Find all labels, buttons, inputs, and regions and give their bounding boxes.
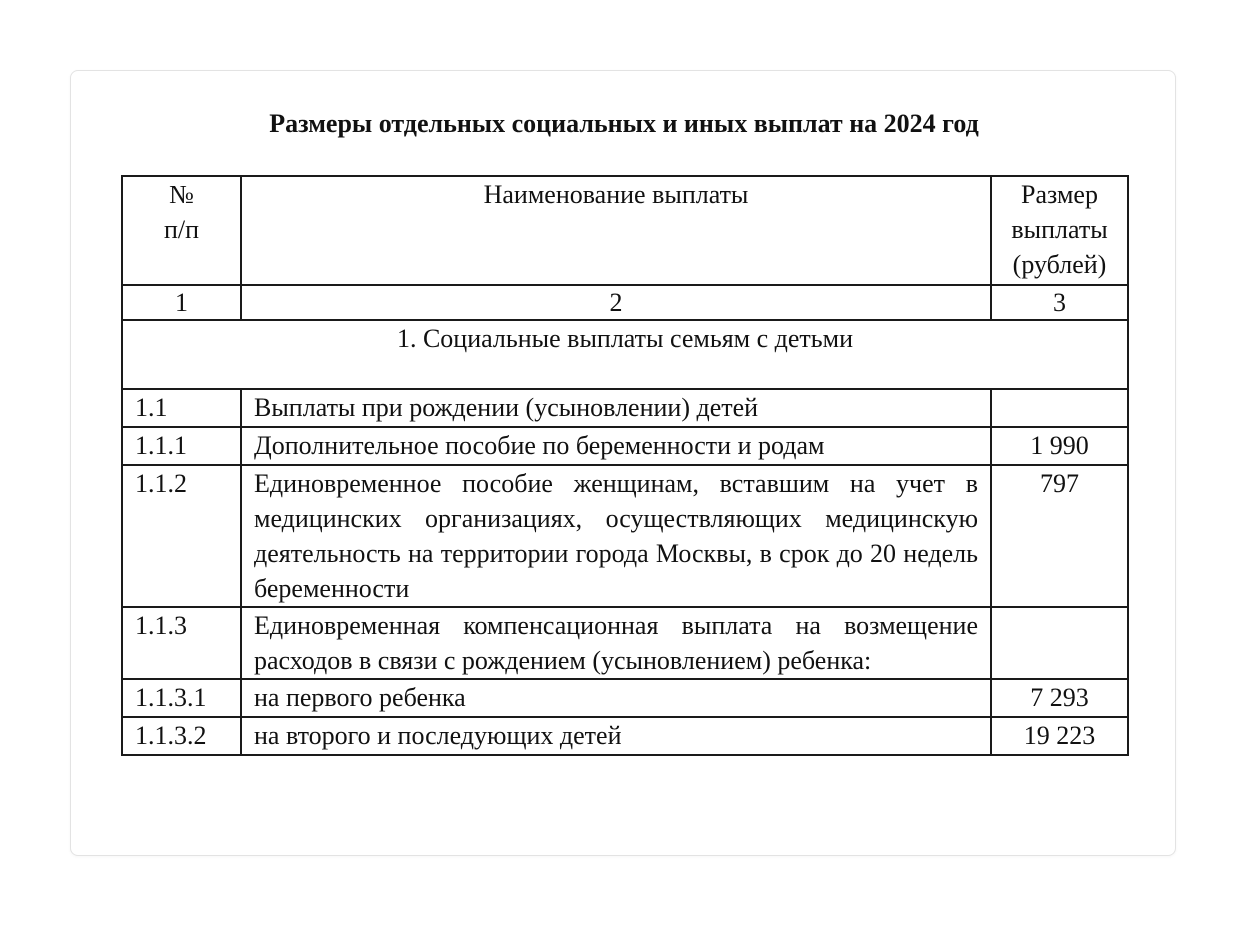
header-row — [122, 176, 1128, 285]
table-row — [122, 427, 1128, 465]
row-value: 19 223 — [991, 717, 1128, 755]
table-row — [122, 607, 1128, 679]
payments-table — [121, 175, 1129, 756]
row-number: 1.1.1 — [122, 427, 241, 465]
header-value-line3: (рублей) — [1012, 250, 1107, 279]
row-name: Выплаты при рождении (усыновлении) детей — [241, 389, 991, 427]
column-index-3: 3 — [991, 285, 1128, 320]
row-value — [991, 389, 1128, 427]
row-number: 1.1.2 — [122, 465, 241, 607]
section-title: 1. Социальные выплаты семьям с детьми — [122, 320, 1128, 389]
row-name: Дополнительное пособие по беременности и родам — [241, 427, 991, 465]
document-title: Размеры отдельных социальных и иных выплат на 2024 год — [269, 109, 979, 138]
row-number: 1.1.3.2 — [122, 717, 241, 755]
table-row — [122, 465, 1128, 607]
table-row — [122, 717, 1128, 755]
table-row — [122, 679, 1128, 717]
row-value — [991, 607, 1128, 679]
row-value: 1 990 — [991, 427, 1128, 465]
row-value: 7 293 — [991, 679, 1128, 717]
row-name: Единовременная компенсационная выплата на возмещение расходов в связи с рождением (усыновлением) ребенка: — [241, 607, 991, 679]
header-value-line1: Размер — [1021, 180, 1098, 209]
section-row — [122, 320, 1128, 389]
header-num-line1: № — [169, 180, 194, 209]
table-row — [122, 389, 1128, 427]
document-card — [70, 70, 1176, 856]
row-value: 797 — [991, 465, 1128, 607]
header-num — [122, 176, 241, 285]
header-name: Наименование выплаты — [241, 176, 991, 285]
header-value — [991, 176, 1128, 285]
row-number: 1.1.3 — [122, 607, 241, 679]
column-index-1: 1 — [122, 285, 241, 320]
row-name: на первого ребенка — [241, 679, 991, 717]
column-index-row — [122, 285, 1128, 320]
row-number: 1.1.3.1 — [122, 679, 241, 717]
header-value-line2: выплаты — [1011, 215, 1108, 244]
header-num-line2: п/п — [163, 215, 200, 244]
column-index-2: 2 — [241, 285, 991, 320]
row-number: 1.1 — [122, 389, 241, 427]
row-name: на второго и последующих детей — [241, 717, 991, 755]
row-name: Единовременное пособие женщинам, вставшим на учет в медицинских организациях, осуществляющих медицинскую деятельность на территории города Москвы, в срок до 20 недель беременности — [241, 465, 991, 607]
